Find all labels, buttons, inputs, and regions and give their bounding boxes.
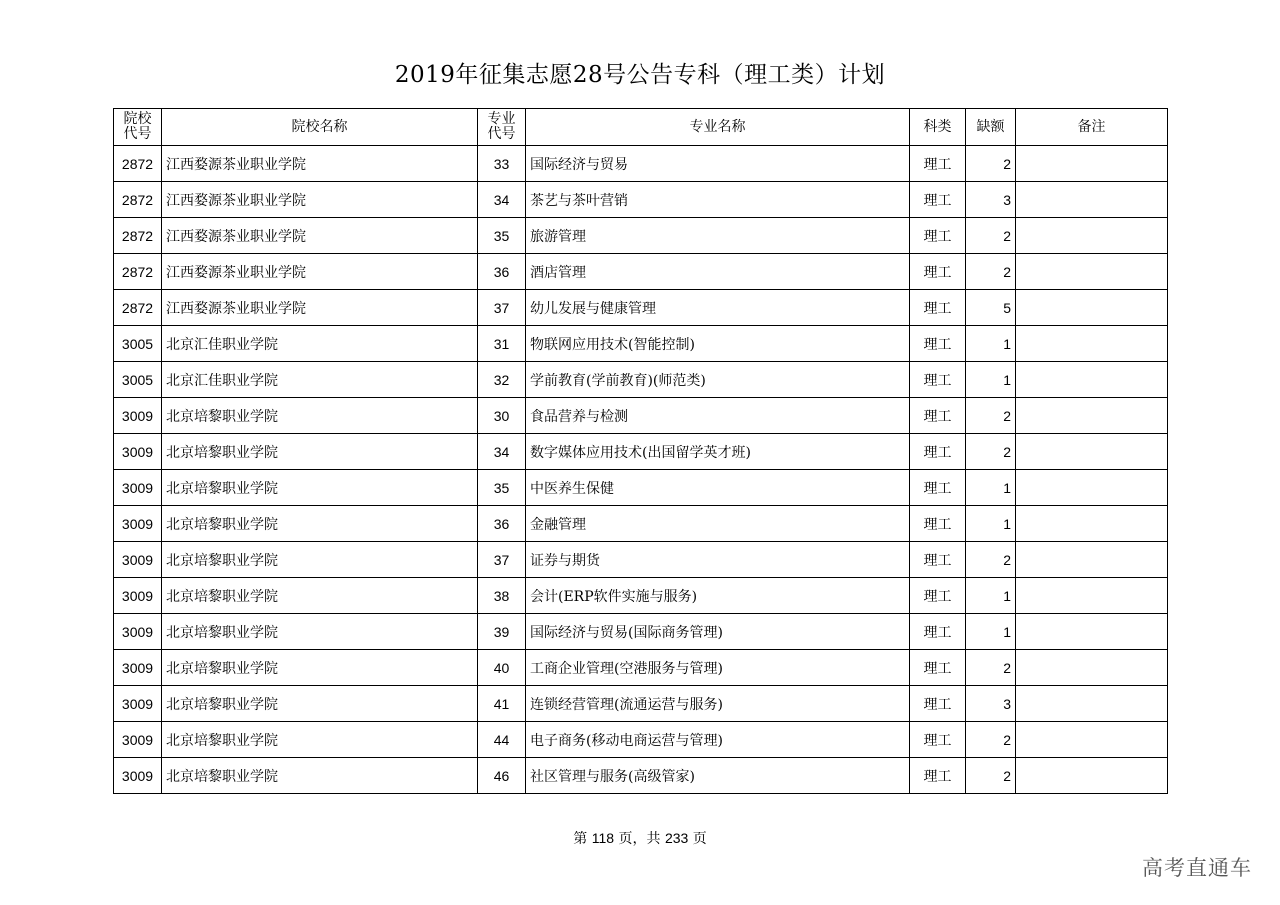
header-major-name: 专业名称 [526,109,910,146]
cell-major-name: 茶艺与茶叶营销 [526,182,910,218]
cell-note [1016,146,1168,182]
page-footer [0,828,1280,848]
cell-school-code: 2872 [114,218,162,254]
cell-school-code: 2872 [114,254,162,290]
cell-major-code: 44 [478,722,526,758]
table-row [114,758,1168,794]
cell-school-code: 3005 [114,362,162,398]
cell-quota: 2 [966,434,1016,470]
cell-major-name: 中医养生保健 [526,470,910,506]
table-row [114,182,1168,218]
cell-school-name: 北京培黎职业学院 [162,470,478,506]
table-row [114,542,1168,578]
cell-school-name: 北京培黎职业学院 [162,398,478,434]
table-row [114,326,1168,362]
cell-quota: 2 [966,650,1016,686]
cell-quota: 1 [966,614,1016,650]
cell-note [1016,362,1168,398]
cell-category: 理工 [910,398,966,434]
footer-suffix: 页 [688,831,707,847]
cell-school-name: 北京培黎职业学院 [162,578,478,614]
cell-major-code: 37 [478,290,526,326]
cell-note [1016,398,1168,434]
cell-category: 理工 [910,470,966,506]
cell-school-name: 北京培黎职业学院 [162,434,478,470]
header-major-code-line2: 代号 [487,126,516,142]
watermark: 高考直通车 [1142,856,1252,880]
cell-major-name: 国际经济与贸易(国际商务管理) [526,614,910,650]
cell-category: 理工 [910,218,966,254]
table-row [114,722,1168,758]
cell-quota: 2 [966,758,1016,794]
footer-page-number: 118 [591,830,615,846]
cell-note [1016,722,1168,758]
cell-school-code: 2872 [114,290,162,326]
cell-major-name: 物联网应用技术(智能控制) [526,326,910,362]
cell-school-code: 3009 [114,506,162,542]
cell-category: 理工 [910,614,966,650]
cell-quota: 3 [966,182,1016,218]
header-school-name: 院校名称 [162,109,478,146]
cell-category: 理工 [910,434,966,470]
cell-school-name: 北京培黎职业学院 [162,542,478,578]
cell-major-name: 电子商务(移动电商运营与管理) [526,722,910,758]
table-row [114,578,1168,614]
cell-school-code: 3009 [114,722,162,758]
cell-quota: 2 [966,398,1016,434]
cell-major-name: 旅游管理 [526,218,910,254]
cell-category: 理工 [910,506,966,542]
cell-school-name: 江西婺源茶业职业学院 [162,146,478,182]
cell-school-code: 3009 [114,578,162,614]
cell-school-code: 3009 [114,542,162,578]
cell-quota: 2 [966,218,1016,254]
cell-major-name: 工商企业管理(空港服务与管理) [526,650,910,686]
cell-school-name: 北京培黎职业学院 [162,614,478,650]
cell-school-code: 3009 [114,614,162,650]
cell-major-code: 35 [478,218,526,254]
footer-middle: 页，共 [614,831,665,847]
cell-major-code: 34 [478,182,526,218]
cell-quota: 1 [966,326,1016,362]
header-school-code-line2: 代号 [123,126,152,142]
table-row [114,254,1168,290]
table-row [114,506,1168,542]
cell-school-code: 3009 [114,686,162,722]
table-row [114,146,1168,182]
cell-category: 理工 [910,722,966,758]
cell-major-code: 36 [478,506,526,542]
cell-quota: 3 [966,686,1016,722]
cell-major-name: 社区管理与服务(高级管家) [526,758,910,794]
cell-note [1016,506,1168,542]
table-row [114,686,1168,722]
cell-category: 理工 [910,362,966,398]
cell-quota: 1 [966,506,1016,542]
cell-note [1016,578,1168,614]
cell-quota: 5 [966,290,1016,326]
cell-note [1016,218,1168,254]
cell-school-code: 3009 [114,758,162,794]
cell-school-code: 3009 [114,470,162,506]
cell-category: 理工 [910,182,966,218]
cell-school-name: 江西婺源茶业职业学院 [162,218,478,254]
cell-school-code: 3009 [114,650,162,686]
cell-note [1016,254,1168,290]
cell-note [1016,614,1168,650]
cell-note [1016,650,1168,686]
cell-note [1016,326,1168,362]
footer-total-pages: 233 [664,830,689,846]
cell-major-code: 39 [478,614,526,650]
cell-category: 理工 [910,542,966,578]
cell-quota: 2 [966,722,1016,758]
cell-major-code: 33 [478,146,526,182]
cell-school-code: 3005 [114,326,162,362]
cell-school-name: 北京汇佳职业学院 [162,326,478,362]
cell-category: 理工 [910,686,966,722]
cell-major-name: 酒店管理 [526,254,910,290]
cell-school-name: 北京汇佳职业学院 [162,362,478,398]
table-row [114,470,1168,506]
cell-school-name: 江西婺源茶业职业学院 [162,254,478,290]
cell-school-name: 江西婺源茶业职业学院 [162,182,478,218]
footer-prefix: 第 [573,831,592,847]
table-body [114,146,1168,794]
cell-school-name: 北京培黎职业学院 [162,506,478,542]
cell-major-code: 37 [478,542,526,578]
header-school-code [114,109,162,146]
header-major-code [478,109,526,146]
cell-quota: 2 [966,254,1016,290]
cell-quota: 1 [966,470,1016,506]
cell-note [1016,434,1168,470]
cell-major-code: 41 [478,686,526,722]
enrollment-plan-table [113,108,1168,794]
header-note: 备注 [1016,109,1168,146]
cell-major-code: 46 [478,758,526,794]
cell-major-name: 连锁经营管理(流通运营与服务) [526,686,910,722]
cell-major-name: 证券与期货 [526,542,910,578]
cell-note [1016,470,1168,506]
cell-school-code: 2872 [114,146,162,182]
header-quota: 缺额 [966,109,1016,146]
cell-category: 理工 [910,758,966,794]
cell-major-code: 31 [478,326,526,362]
cell-school-name: 北京培黎职业学院 [162,758,478,794]
cell-major-code: 40 [478,650,526,686]
table-row [114,362,1168,398]
cell-school-name: 江西婺源茶业职业学院 [162,290,478,326]
cell-category: 理工 [910,290,966,326]
cell-school-code: 2872 [114,182,162,218]
header-major-code-line1: 专业 [487,111,516,127]
cell-school-code: 3009 [114,398,162,434]
cell-note [1016,758,1168,794]
cell-quota: 1 [966,362,1016,398]
cell-major-code: 32 [478,362,526,398]
cell-quota: 2 [966,146,1016,182]
cell-note [1016,686,1168,722]
cell-quota: 1 [966,578,1016,614]
cell-major-name: 学前教育(学前教育)(师范类) [526,362,910,398]
cell-major-code: 35 [478,470,526,506]
table-header-row [114,109,1168,146]
cell-major-code: 30 [478,398,526,434]
cell-major-name: 国际经济与贸易 [526,146,910,182]
table-row [114,614,1168,650]
table-row [114,218,1168,254]
cell-major-name: 幼儿发展与健康管理 [526,290,910,326]
cell-major-name: 数字媒体应用技术(出国留学英才班) [526,434,910,470]
cell-note [1016,182,1168,218]
cell-school-name: 北京培黎职业学院 [162,686,478,722]
cell-note [1016,290,1168,326]
header-school-code-line1: 院校 [123,111,152,127]
cell-school-name: 北京培黎职业学院 [162,722,478,758]
cell-note [1016,542,1168,578]
cell-category: 理工 [910,650,966,686]
table-row [114,398,1168,434]
cell-major-code: 34 [478,434,526,470]
cell-major-code: 38 [478,578,526,614]
cell-school-name: 北京培黎职业学院 [162,650,478,686]
cell-category: 理工 [910,578,966,614]
table-row [114,290,1168,326]
page-title: 2019年征集志愿28号公告专科（理工类）计划 [394,62,886,88]
cell-major-name: 会计(ERP软件实施与服务) [526,578,910,614]
header-category: 科类 [910,109,966,146]
cell-major-code: 36 [478,254,526,290]
cell-category: 理工 [910,326,966,362]
cell-major-name: 金融管理 [526,506,910,542]
table-row [114,434,1168,470]
cell-school-code: 3009 [114,434,162,470]
table-row [114,650,1168,686]
cell-category: 理工 [910,146,966,182]
cell-major-name: 食品营养与检测 [526,398,910,434]
cell-quota: 2 [966,542,1016,578]
cell-category: 理工 [910,254,966,290]
